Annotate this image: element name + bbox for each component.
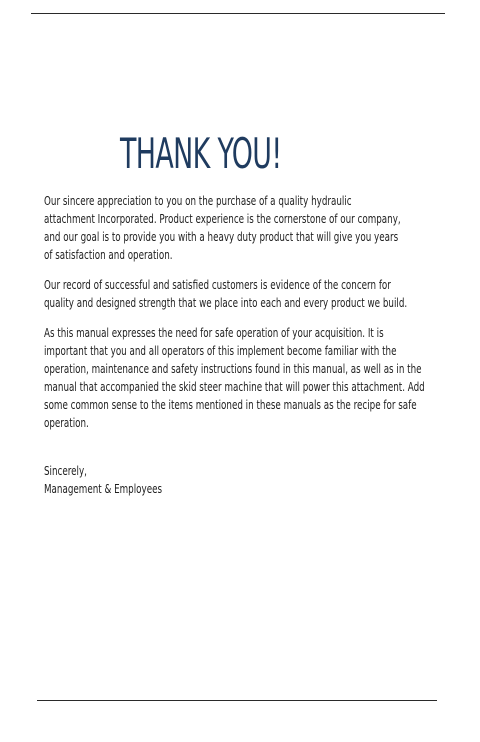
text-line: manual that accompanied the skid steer machine that will power this attachment. Add bbox=[44, 380, 425, 394]
text-line: operation. bbox=[44, 416, 89, 430]
closing-block bbox=[44, 462, 480, 498]
text-line: attachment Incorporated. Product experience is the cornerstone of our company, bbox=[44, 212, 401, 226]
text-line: operation, maintenance and safety instructions found in this manual, as well as in the bbox=[44, 362, 422, 376]
text-line: As this manual expresses the need for safe operation of your acquisition. It is bbox=[44, 326, 384, 340]
text-line: important that you and all operators of this implement become familiar with the bbox=[44, 344, 397, 358]
top-rule bbox=[31, 13, 445, 14]
text-line: Our sincere appreciation to you on the purchase of a quality hydraulic bbox=[44, 194, 352, 208]
paragraph-safety bbox=[44, 324, 480, 432]
bottom-rule bbox=[37, 700, 437, 701]
closing-signature: Management & Employees bbox=[44, 482, 163, 496]
text-line: quality and designed strength that we place into each and every product we build. bbox=[44, 296, 408, 310]
text-line: of satisfaction and operation. bbox=[44, 248, 173, 262]
text-line: some common sense to the items mentioned in these manuals as the recipe for safe bbox=[44, 398, 417, 412]
text-line: Our record of successful and satisfied customers is evidence of the concern for bbox=[44, 278, 391, 292]
paragraph-gap bbox=[44, 264, 480, 276]
paragraph-appreciation bbox=[44, 192, 480, 264]
text-line: and our goal is to provide you with a heavy duty product that will give you years bbox=[44, 230, 399, 244]
page-title: THANK YOU! bbox=[120, 129, 282, 178]
paragraph-gap bbox=[44, 432, 480, 462]
closing-salutation: Sincerely, bbox=[44, 464, 87, 478]
paragraph-record bbox=[44, 276, 480, 312]
paragraph-gap bbox=[44, 312, 480, 324]
letter-body bbox=[44, 192, 480, 498]
